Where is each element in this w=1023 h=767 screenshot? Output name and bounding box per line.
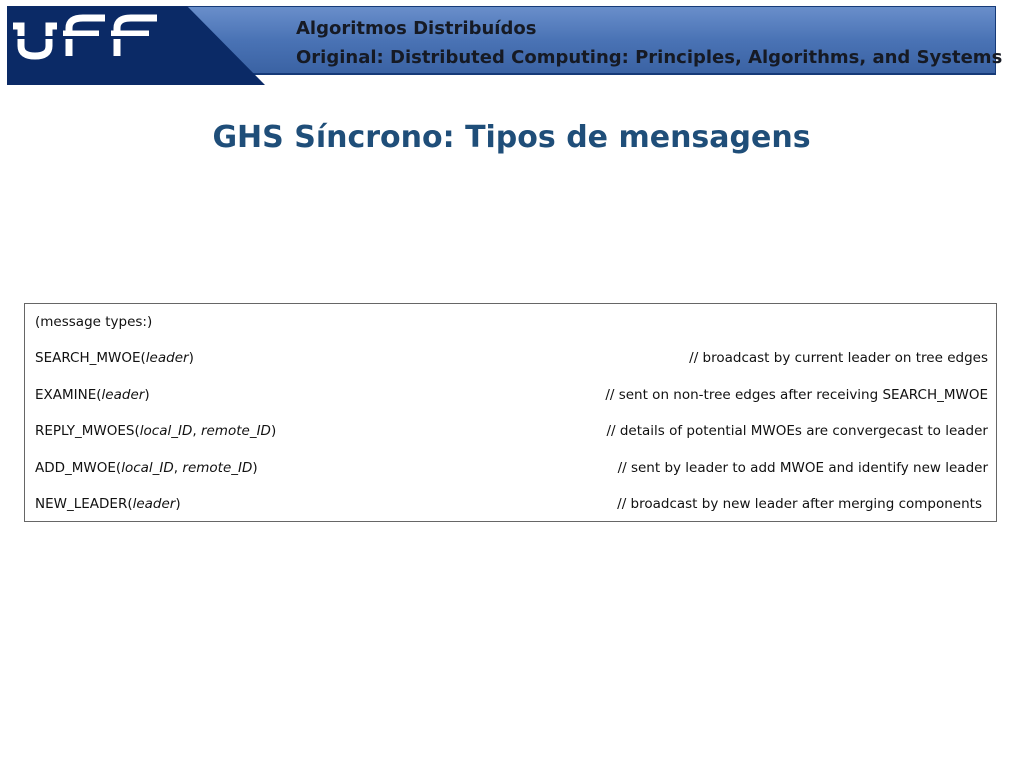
message-row-add-mwoe — [35, 460, 988, 482]
message-comment: // details of potential MWOEs are convergecast to leader — [606, 423, 988, 439]
message-name: NEW_LEADER( — [35, 496, 133, 512]
message-param: leader — [145, 350, 189, 366]
slide-title: GHS Síncrono: Tipos de mensagens — [212, 120, 811, 155]
original-source: Original: Distributed Computing: Principles, Algorithms, and Systems — [296, 47, 1003, 68]
message-row-reply-mwoes — [35, 423, 988, 445]
message-signature — [35, 496, 181, 512]
course-title: Algoritmos Distribuídos — [296, 18, 537, 39]
uff-logo — [7, 6, 171, 64]
message-close: ) — [188, 350, 194, 366]
message-signature — [35, 460, 258, 476]
message-types-heading — [35, 314, 988, 336]
message-param: remote_ID — [200, 423, 271, 439]
header-banner — [7, 6, 1003, 85]
message-param: remote_ID — [182, 460, 253, 476]
message-row-examine — [35, 387, 988, 409]
message-comment: // broadcast by current leader on tree edges — [689, 350, 988, 366]
message-signature — [35, 350, 194, 366]
message-name: SEARCH_MWOE( — [35, 350, 146, 366]
message-separator: , — [173, 460, 183, 476]
message-name: ADD_MWOE( — [35, 460, 122, 476]
message-signature — [35, 423, 276, 439]
message-row-search-mwoe — [35, 350, 988, 372]
message-param: leader — [132, 496, 176, 512]
message-param: local_ID — [139, 423, 193, 439]
message-signature — [35, 387, 150, 403]
message-close: ) — [252, 460, 258, 476]
message-row-new-leader — [35, 496, 988, 518]
message-close: ) — [144, 387, 150, 403]
heading-text: (message types:) — [35, 314, 153, 330]
message-name: EXAMINE( — [35, 387, 102, 403]
message-types-box — [24, 303, 997, 522]
message-separator: , — [192, 423, 201, 439]
message-comment: // broadcast by new leader after merging components — [617, 496, 982, 512]
message-close: ) — [270, 423, 277, 439]
message-param: local_ID — [121, 460, 174, 476]
message-close: ) — [175, 496, 181, 512]
message-comment: // sent on non-tree edges after receiving SEARCH_MWOE — [605, 387, 988, 403]
message-param: leader — [101, 387, 145, 403]
message-name: REPLY_MWOES( — [35, 423, 140, 439]
message-comment: // sent by leader to add MWOE and identify new leader — [617, 460, 988, 476]
